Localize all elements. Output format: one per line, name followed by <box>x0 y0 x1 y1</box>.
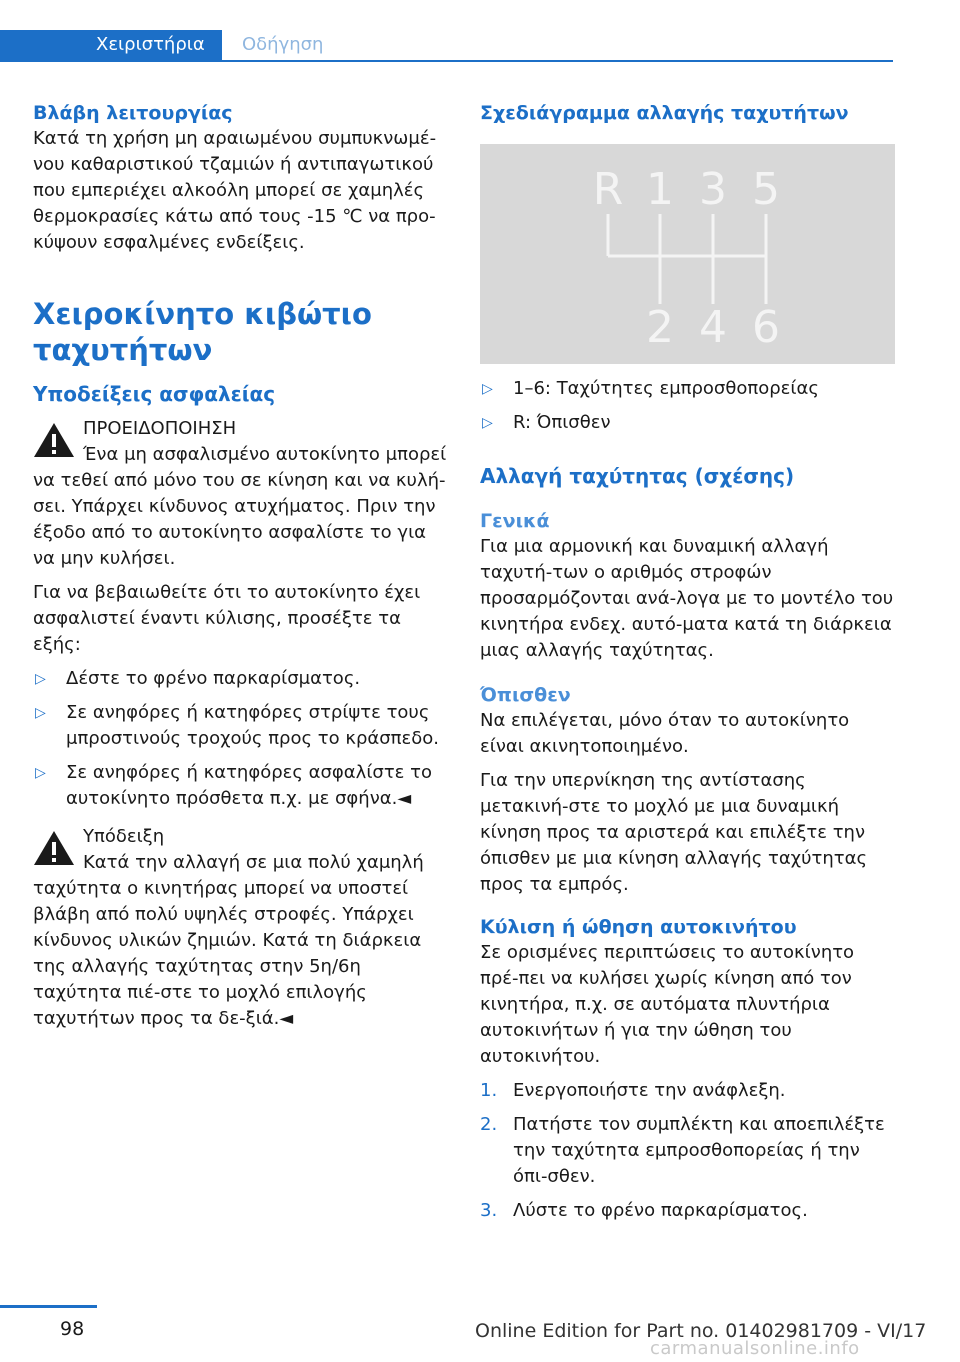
gear-label-5: 5 <box>752 164 780 215</box>
shift-pattern-svg <box>480 144 895 364</box>
fault-text: Κατά τη χρήση μη αραιωμένου συμπυκνωμέ-νου καθαριστικού τζαμιών ή αντιπαγωτικού που εμπεριέχει αλκοόλη μπορεί σε χαμηλές θερμοκρασίες κάτω από τους -15 ℃ να προ-κύψουν εσφαλμένες ενδείξεις. <box>33 128 437 253</box>
list-item: ▷ Δέστε το φρένο παρκαρίσματος. <box>33 666 453 692</box>
general-text: Για μια αρμονική και δυναμική αλλαγή ταχυτή-των ο αριθμός στροφών προσαρμόζονται ανά-λογα με το μοντέλο του κινητήρα ενδεχ. αυτό-ματα κατά τη διάρκεια μιας αλλαγής ταχύτητας. <box>480 536 894 661</box>
shift-pattern-diagram <box>480 144 895 364</box>
secure-intro: Για να βεβαιωθείτε ότι το αυτοκίνητο έχει ασφαλιστεί έναντι κύλισης, προσέξτε τα εξής: <box>33 582 421 655</box>
step-item: 1. Ενεργοποιήστε την ανάφλεξη. <box>480 1080 786 1101</box>
tab-driving[interactable]: Οδήγηση <box>242 34 324 55</box>
note-label: Υπόδειξη <box>83 826 165 847</box>
gear-label-6: 6 <box>752 302 780 353</box>
gear-label-1: 1 <box>646 164 674 215</box>
gearbox-heading: Χειροκίνητο κιβώτιο ταχυτήτων <box>33 297 372 367</box>
list-item: ▷ R: Όπισθεν <box>480 410 895 436</box>
roll-text: Σε ορισμένες περιπτώσεις το αυτοκίνητο πρέ-πει να κυλήσει χωρίς κίνηση από τον κινητήρα, π.χ. σε αυτόματα πλυντήρια αυτοκινήτων ή για την ώθηση του αυτοκινήτου. <box>480 942 855 1067</box>
arrow-bullet-icon: ▷ <box>35 705 46 721</box>
warning-triangle-icon <box>33 422 75 458</box>
right-column <box>480 100 895 1224</box>
warning-text: Ένα μη ασφαλισμένο αυτοκίνητο μπορεί να τεθεί από μόνο του σε κίνηση και να κυλή-σει. Υπάρχει κίνδυνος ατυχήματος. Πριν την έξοδο από το αυτοκίνητο ασφαλίστε το για να μην κυλήσει. <box>33 444 447 569</box>
list-item: ▷ 1–6: Ταχύτητες εμπροσθοπορείας <box>480 376 895 402</box>
safety-heading: Υποδείξεις ασφαλείας <box>33 382 276 406</box>
arrow-bullet-icon: ▷ <box>35 671 46 687</box>
left-column <box>33 100 453 1032</box>
roll-heading: Κύλιση ή ώθηση αυτοκινήτου <box>480 916 797 938</box>
gear-label-3: 3 <box>699 164 727 215</box>
warning-label: ΠΡΟΕΙΔΟΠΟΙΗΣΗ <box>83 418 237 439</box>
page-number: 98 <box>60 1318 85 1340</box>
tab-controls[interactable]: Χειριστήρια <box>0 30 222 60</box>
diagram-heading: Σχεδιάγραμμα αλλαγής ταχυτήτων <box>480 102 849 124</box>
gear-label-r: R <box>592 164 624 215</box>
warning-triangle-icon <box>33 830 75 866</box>
step-item: 3. Λύστε το φρένο παρκαρίσματος. <box>480 1200 808 1221</box>
note-text: Κατά την αλλαγή σε μια πολύ χαμηλή ταχύτητα ο κινητήρας μπορεί να υποστεί βλάβη από πολύ υψηλές στροφές. Υπάρχει κίνδυνος υλικών ζημιών. Κατά τη διάρκεια της αλλαγής ταχύτητας στην 5η/6η ταχύτητα πιέ-στε το μοχλό επιλογής ταχυτήτων προς τα δε-ξιά.◄ <box>33 852 424 1029</box>
shift-heading: Αλλαγή ταχύτητας (σχέσης) <box>480 464 795 488</box>
warning-block <box>33 416 453 442</box>
edition-text: Online Edition for Part no. 01402981709 - VI/17 <box>475 1320 927 1342</box>
gear-label-4: 4 <box>699 302 727 353</box>
arrow-bullet-icon: ▷ <box>482 415 493 431</box>
general-heading: Γενικά <box>480 510 550 532</box>
arrow-bullet-icon: ▷ <box>35 765 46 781</box>
note-block <box>33 824 453 850</box>
arrow-bullet-icon: ▷ <box>482 381 493 397</box>
fault-heading: Βλάβη λειτουργίας <box>33 102 233 124</box>
reverse-heading: Όπισθεν <box>480 684 571 706</box>
footer-divider <box>0 1305 97 1308</box>
reverse-text-1: Να επιλέγεται, μόνο όταν το αυτοκίνητο είναι ακινητοποιημένο. <box>480 710 850 757</box>
header-bar <box>0 30 893 62</box>
list-item: ▷ Σε ανηφόρες ή κατηφόρες ασφαλίστε το αυτοκίνητο πρόσθετα π.χ. με σφήνα.◄ <box>35 762 432 809</box>
reverse-text-2: Για την υπερνίκηση της αντίστασης μετακινή-στε το μοχλό με μια δυναμική κίνηση προς τα αριστερά και επιλέξτε την όπισθεν με μια κίνηση αλλαγής ταχύτητας προς τα εμπρός. <box>480 770 868 895</box>
header-divider <box>0 60 893 62</box>
list-item: ▷ Σε ανηφόρες ή κατηφόρες στρίψτε τους μπροστινούς τροχούς προς το κράσπεδο. <box>35 702 439 749</box>
step-item: 2. Πατήστε τον συμπλέκτη και αποεπιλέξτε την ταχύτητα εμπροσθοπορείας ή την όπι-σθεν. <box>480 1114 885 1187</box>
watermark: carmanualsonline.info <box>650 1338 860 1359</box>
gear-label-2: 2 <box>646 302 674 353</box>
